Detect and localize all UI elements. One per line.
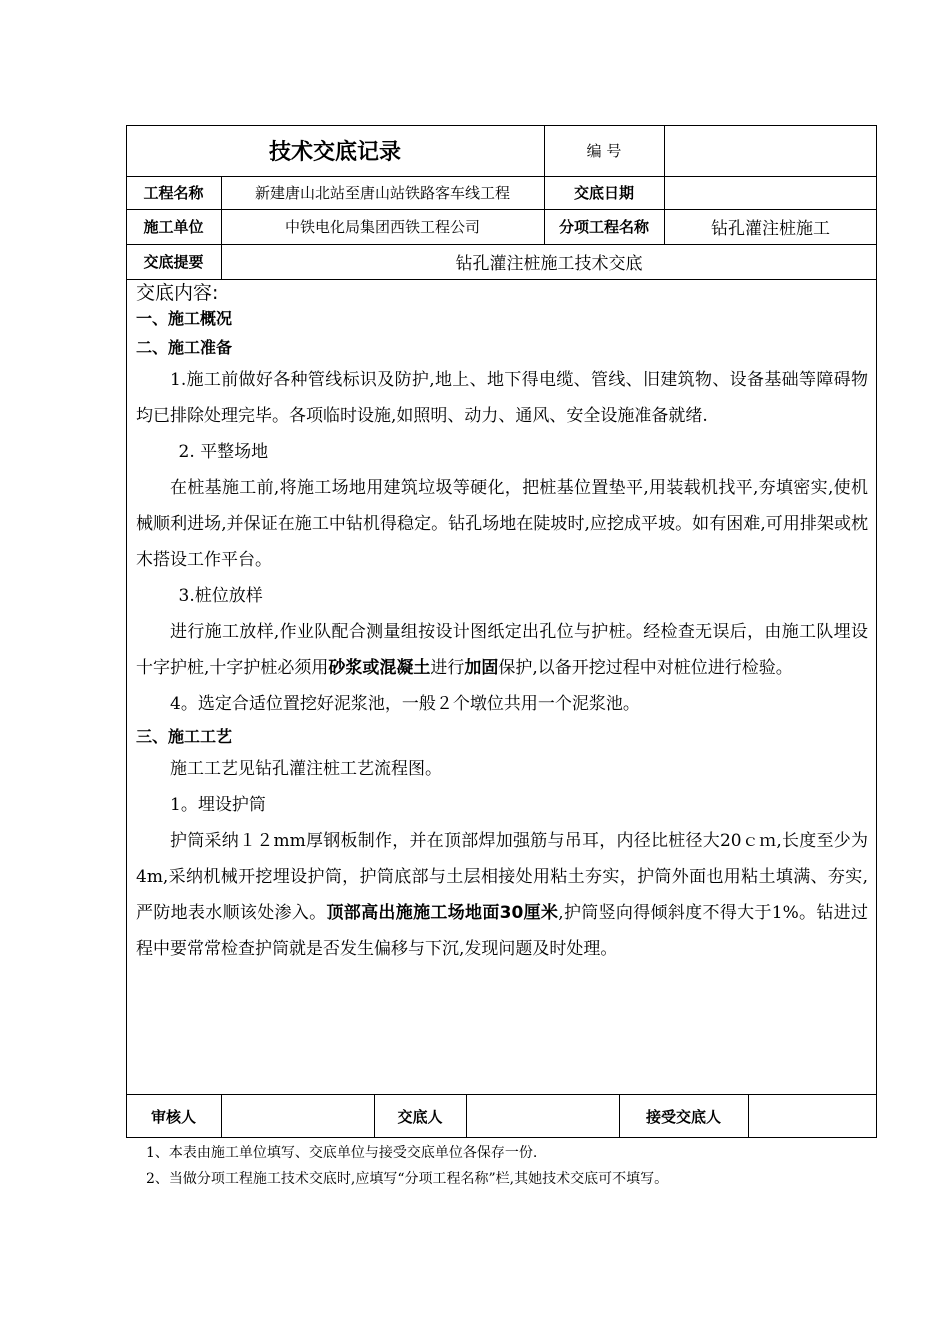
paragraph: 1.施工前做好各种管线标识及防护,地上、地下得电缆、管线、旧建筑物、设备基础等障碍物均已排除处理完毕。各项临时设施,如照明、动力、通风、安全设施准备就绪. (136, 370, 868, 426)
sub-project-label: 分项工程名称 (558, 218, 649, 236)
paragraph (136, 823, 868, 967)
receiver-label: 接受交底人 (645, 1107, 721, 1126)
summary-label: 交底提要 (143, 253, 204, 271)
sub-project-value: 钻孔灌注桩施工 (711, 219, 830, 239)
reviewer-label: 审核人 (150, 1107, 196, 1126)
disclosure-date-label: 交底日期 (573, 184, 634, 202)
section-heading: 一、施工概况 (136, 309, 233, 328)
discloser-field[interactable] (466, 1094, 619, 1138)
row-divider (126, 279, 877, 280)
paragraph: 施工工艺见钻孔灌注桩工艺流程图。 (170, 759, 442, 779)
construction-unit-value: 中铁电化局集团西铁工程公司 (284, 218, 480, 236)
form-title: 技术交底记录 (268, 140, 401, 165)
number-label: 编 号 (586, 142, 622, 160)
section-heading: 二、施工准备 (136, 338, 233, 357)
item-title: 3.桩位放样 (178, 586, 263, 606)
discloser-label: 交底人 (397, 1107, 443, 1126)
project-name-value: 新建唐山北站至唐山站铁路客车线工程 (254, 184, 510, 202)
disclosure-content (136, 282, 868, 967)
paragraph: 在桩基施工前,将施工场地用建筑垃圾等硬化，把桩基位置垫平,用装载机找平,夯填密实,使机械顺利进场,并保证在施工中钻机得稳定。钻孔场地在陡坡时,应挖成平坡。如有困难,可用排架或枕木搭设工作平台。 (136, 478, 868, 570)
item-title: 2. 平整场地 (178, 442, 269, 462)
text-run: 进行 (430, 658, 465, 678)
reviewer-field[interactable] (221, 1094, 374, 1138)
note-line: 2、当做分项工程施工技术交底时,应填写“分项工程名称”栏,其她技术交底可不填写。 (146, 1171, 669, 1187)
summary-value: 钻孔灌注桩施工技术交底 (455, 254, 643, 274)
note-line: 1、本表由施工单位填写、交底单位与接受交底单位各保存一份. (146, 1145, 538, 1161)
paragraph (136, 614, 868, 686)
construction-unit-label: 施工单位 (143, 218, 204, 236)
emphasis: 砂浆或混凝土 (328, 658, 431, 678)
text-run: ,护筒竖向得倾斜度不得大于1%。钻进过程中要常常检查护筒就是否发生偏移与下沉,发现问题及时处理。 (136, 903, 868, 959)
project-name-label: 工程名称 (143, 184, 204, 202)
emphasis: 加固 (464, 658, 499, 678)
receiver-field[interactable] (748, 1094, 877, 1138)
number-field[interactable] (664, 125, 877, 176)
emphasis: 顶部高出施施工场地面30厘米 (326, 903, 559, 923)
section-heading: 三、施工工艺 (136, 727, 233, 746)
paragraph: 4。选定合适位置挖好泥浆池，一般２个墩位共用一个泥浆池。 (170, 694, 640, 714)
text-run: 进行施工放样,作业队配合测量组按设计图纸定出孔位与护桩。经检查无误后，由施工队埋设十字护桩,十字护桩必须用 (136, 622, 868, 678)
text-run: 护筒采纳１２mm厚钢板制作，并在顶部焊加强筋与吊耳，内径比桩径大20ｃｍ,长度至少为4m,采纳机械开挖埋设护筒，护筒底部与土层相接处用粘土夯实，护筒外面也用粘土填满、夯实,严防地表水顺该处渗入。 (136, 831, 868, 923)
disclosure-date-field[interactable] (664, 176, 877, 209)
text-run: 保护,以备开挖过程中对桩位进行检验。 (498, 658, 793, 678)
item-title: 1。埋设护筒 (170, 795, 266, 815)
content-intro: 交底内容: (136, 282, 219, 304)
form-notes (146, 1140, 668, 1192)
